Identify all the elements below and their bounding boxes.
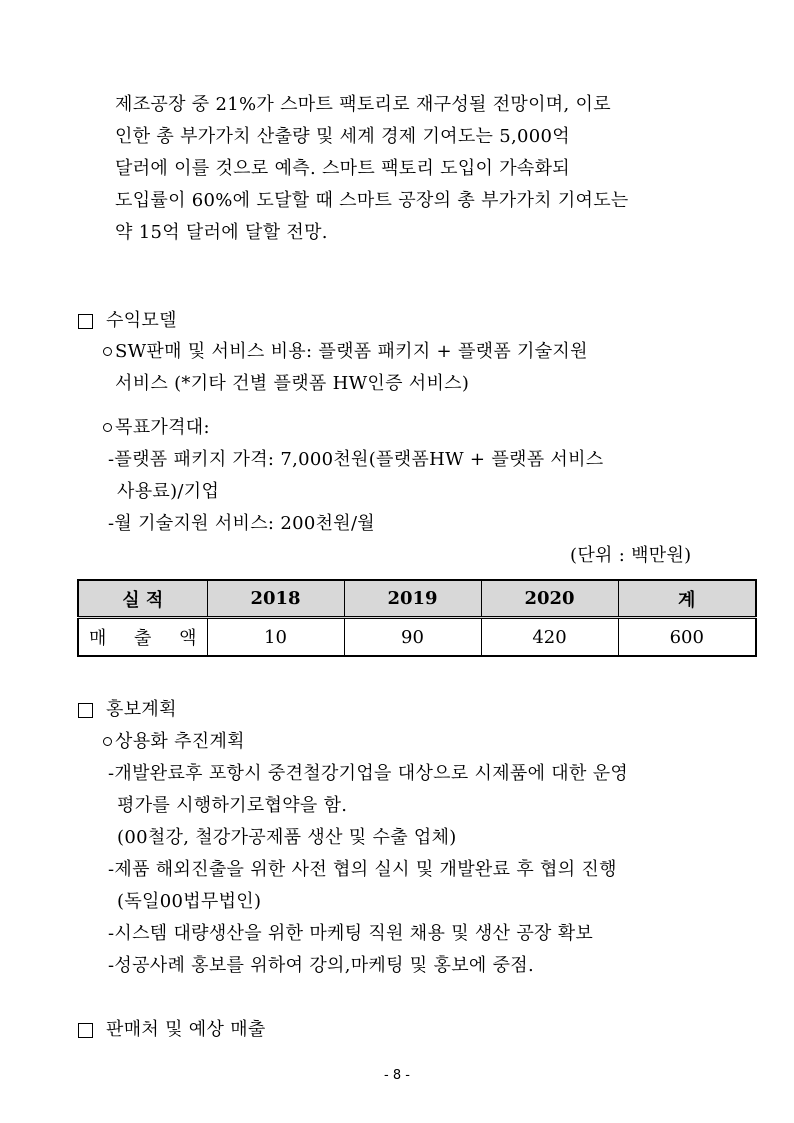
package-price-line1: -플랫폼 패키지 가격: 7,000천원(플랫폼HW + 플랫폼 서비스 [108,449,604,470]
intro-line-4: 도입률이 60%에 도달할 때 스마트 공장의 총 부가가치 기여도는 [115,190,629,211]
section-box-icon [78,314,93,329]
revenue-bullet1-line2: 서비스 (*기타 건별 플랫폼 HW인증 서비스) [115,373,470,394]
table-header-row [78,580,756,618]
revenue-model-heading: 수익모델 [106,310,177,331]
sales-heading: 판매처 및 예상 매출 [106,1019,266,1040]
table-header-year: 2018 [207,580,344,618]
monthly-support-price: -월 기술지원 서비스: 200천원/월 [108,513,375,534]
unit-note: (단위 : 백만원) [570,545,692,566]
promo-bullet-title: 상용화 추진계획 [115,731,245,752]
table-header-year: 2020 [481,580,618,618]
revenue-bullet1-line1: SW판매 및 서비스 비용: 플랫폼 패키지 + 플랫폼 기술지원 [115,341,588,362]
promo-line-3: (00철강, 철강가공제품 생산 및 수출 업체) [117,827,457,848]
table-cell: 90 [344,618,481,657]
promo-heading: 홍보계획 [106,699,177,720]
target-price-title: 목표가격대: [115,417,210,438]
section-box-icon [78,703,93,718]
table-header-total: 계 [618,580,756,618]
promo-line-4: -제품 해외진출을 위한 사전 협의 실시 및 개발완료 후 협의 진행 [108,859,617,880]
bullet-circle-icon [103,423,112,432]
promo-line-2: 평가를 시행하기로협약을 함. [117,795,348,816]
table-header-year: 2019 [344,580,481,618]
promo-line-5: (독일00법무법인) [117,891,262,912]
bullet-circle-icon [103,737,112,746]
section-box-icon [78,1023,93,1038]
page-number: - 8 - [384,1068,410,1083]
promo-line-7: -성공사례 홍보를 위하여 강의,마케팅 및 홍보에 중점. [108,955,535,976]
table-cell: 10 [207,618,344,657]
table-cell: 600 [618,618,756,657]
table-row-label: 매 출 액 [78,618,207,657]
package-price-line2: 사용료)/기업 [117,481,220,502]
table-row [78,618,756,657]
performance-table [77,579,757,657]
intro-line-5: 약 15억 달러에 달할 전망. [115,222,328,243]
intro-line-2: 인한 총 부가가치 산출량 및 세계 경제 기여도는 5,000억 [115,126,570,147]
promo-line-1: -개발완료후 포항시 중견철강기업을 대상으로 시제품에 대한 운영 [108,763,629,784]
intro-line-1: 제조공장 중 21%가 스마트 팩토리로 재구성될 전망이며, 이로 [115,94,611,115]
table-cell: 420 [481,618,618,657]
intro-line-3: 달러에 이를 것으로 예측. 스마트 팩토리 도입이 가속화되 [115,158,570,179]
bullet-circle-icon [103,347,112,356]
promo-line-6: -시스템 대량생산을 위한 마케팅 직원 채용 및 생산 공장 확보 [108,923,594,944]
table-header-label: 실 적 [78,580,207,618]
